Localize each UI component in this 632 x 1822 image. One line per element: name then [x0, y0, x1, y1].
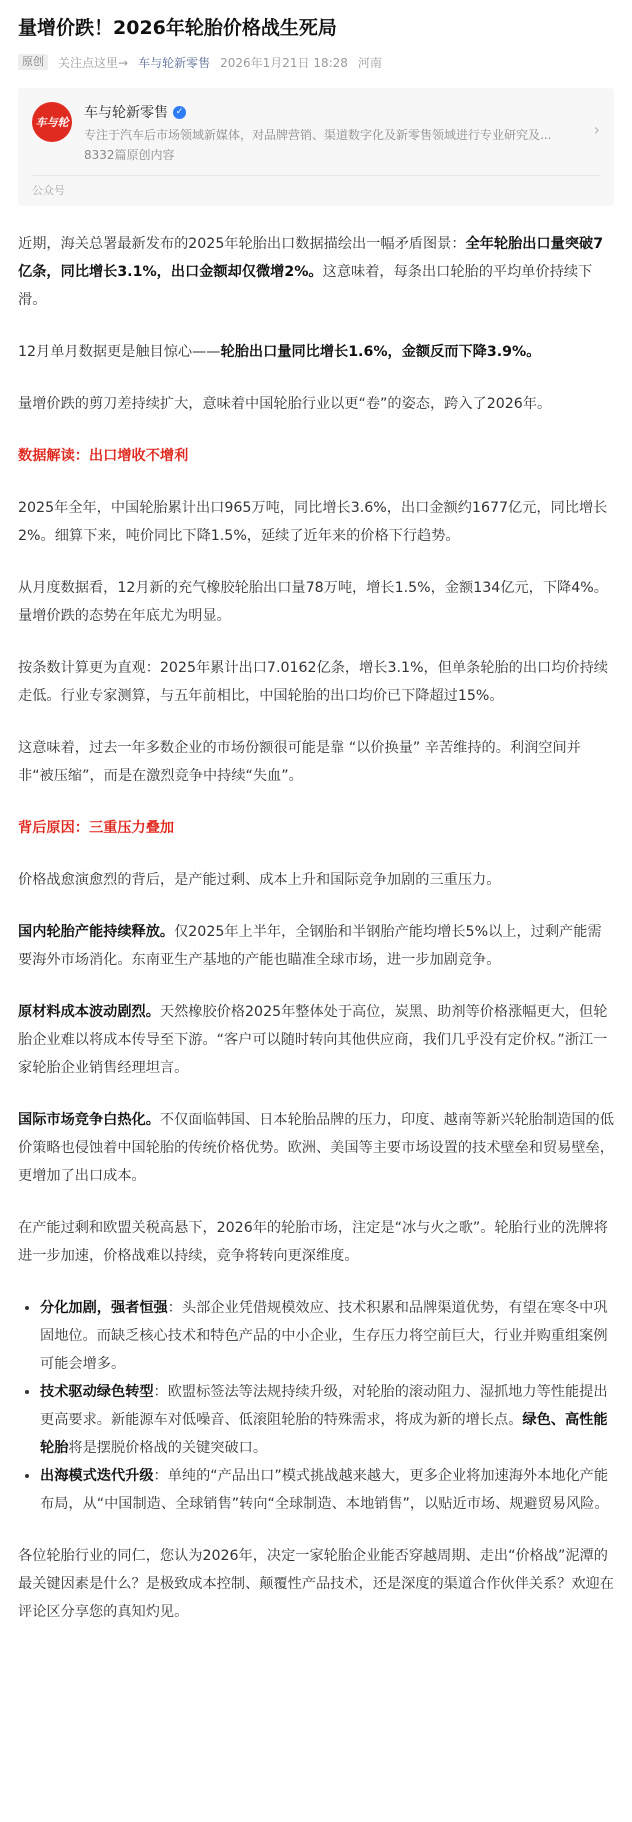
- bullet-list: [18, 1294, 614, 1518]
- account-type-label: 公众号: [32, 184, 65, 197]
- section-heading: 数据解读：出口增收不增利: [18, 448, 189, 464]
- card-divider: [32, 175, 600, 176]
- account-card[interactable]: [18, 88, 614, 206]
- paragraph: 在产能过剩和欧盟关税高悬下，2026年的轮胎市场，注定是“冰与火之歌”。轮胎行业的洗牌将进一步加速，价格战难以持续，竞争将转向更深维度。: [18, 1220, 608, 1264]
- paragraph: 按条数计算更为直观：2025年累计出口7.0162亿条，增长3.1%，但单条轮胎的出口均价持续走低。行业专家测算，与五年前相比，中国轮胎的出口均价已下降超过15%。: [18, 660, 608, 704]
- original-badge: 原创: [18, 54, 48, 70]
- paragraph: 12月单月数据更是触目惊心——轮胎出口量同比增长1.6%，金额反而下降3.9%。: [18, 344, 541, 360]
- list-item: • 技术驱动绿色转型：欧盟标签法等法规持续升级，对轮胎的滚动阻力、湿抓地力等性能提出更高要求。新能源车对低噪音、低滚阻轮胎的特殊需求，将成为新的增长点。绿色、高性能轮胎将是摆脱价格战的关键突破口。: [40, 1378, 614, 1462]
- bold-text: 原材料成本波动剧烈。: [18, 1004, 160, 1020]
- verified-icon: ✓: [173, 106, 186, 119]
- bold-text: 轮胎出口量同比增长1.6%，金额反而下降3.9%。: [220, 344, 541, 360]
- publish-location: 河南: [357, 55, 382, 70]
- paragraph: 各位轮胎行业的同仁，您认为2026年，决定一家轮胎企业能否穿越周期、走出“价格战”泥潭的最关键因素是什么？是极致成本控制、颠覆性产品技术，还是深度的渠道合作伙伴关系？欢迎在评论区分享您的真知灼见。: [18, 1548, 614, 1620]
- bold-text: 国内轮胎产能持续释放。: [18, 924, 175, 940]
- paragraph: 这意味着，过去一年多数企业的市场份额很可能是靠 “以价换量” 辛苦维持的。利润空间并非“被压缩”，而是在激烈竞争中持续“失血”。: [18, 740, 581, 784]
- paragraph: 国际市场竞争白热化。不仅面临韩国、日本轮胎品牌的压力，印度、越南等新兴轮胎制造国的低价策略也侵蚀着中国轮胎的传统价格优势。欧洲、美国等主要市场设置的技术壁垒和贸易壁垒，更增加了出口成本。: [18, 1112, 614, 1184]
- account-info: [84, 102, 586, 163]
- chevron-right-icon: ›: [593, 120, 600, 139]
- account-name-row: [84, 102, 586, 122]
- account-name: 车与轮新零售: [84, 105, 168, 121]
- bold-text: 全年轮胎出口量突破7亿条，同比增长3.1%，出口金额却仅微增2%。: [18, 236, 604, 280]
- paragraph: 原材料成本波动剧烈。天然橡胶价格2025年整体处于高位，炭黑、助剂等价格涨幅更大，但轮胎企业难以将成本传导至下游。“客户可以随时转向其他供应商，我们几乎没有定价权。”浙江一家轮胎企业销售经理坦言。: [18, 1004, 608, 1076]
- list-item: • 分化加剧，强者恒强：头部企业凭借规模效应、技术积累和品牌渠道优势，有望在寒冬中巩固地位。而缺乏核心技术和特色产品的中小企业，生存压力将空前巨大，行业并购重组案例可能会增多。: [40, 1294, 614, 1378]
- source-link[interactable]: 车与轮新零售: [138, 55, 211, 70]
- paragraph: 价格战愈演愈烈的背后，是产能过剩、成本上升和国际竞争加剧的三重压力。: [18, 872, 501, 888]
- publish-datetime: 2026年1月21日 18:28: [220, 55, 348, 70]
- account-description: 专注于汽车后市场领域新媒体，对品牌营销、渠道数字化及新零售领域进行专业研究及...: [84, 128, 552, 142]
- account-logo-text: 车与轮: [35, 116, 69, 129]
- article-title: 量增价跌！2026年轮胎价格战生死局: [18, 17, 337, 39]
- article-body: [18, 230, 614, 1626]
- account-logo: [32, 102, 72, 142]
- article-meta: [18, 52, 614, 72]
- paragraph: 近期，海关总署最新发布的2025年轮胎出口数据描绘出一幅矛盾图景：全年轮胎出口量突破7亿条，同比增长3.1%，出口金额却仅微增2%。这意味着，每条出口轮胎的平均单价持续下滑。: [18, 236, 604, 308]
- paragraph: 量增价跌的剪刀差持续扩大，意味着中国轮胎行业以更“卷”的姿态，跨入了2026年。: [18, 396, 552, 412]
- paragraph: 从月度数据看，12月新的充气橡胶轮胎出口量78万吨，增长1.5%，金额134亿元，下降4%。量增价跌的态势在年底尤为明显。: [18, 580, 608, 624]
- section-heading: 背后原因：三重压力叠加: [18, 820, 175, 836]
- paragraph: 2025年全年，中国轮胎累计出口965万吨，同比增长3.6%，出口金额约1677亿元，同比增长2%。细算下来，吨价同比下降1.5%，延续了近年来的价格下行趋势。: [18, 500, 608, 544]
- paragraph: 国内轮胎产能持续释放。仅2025年上半年，全钢胎和半钢胎产能均增长5%以上，过剩产能需要海外市场消化。东南亚生产基地的产能也瞄准全球市场，进一步加剧竞争。: [18, 924, 602, 968]
- account-article-count: 8332篇原创内容: [84, 148, 175, 162]
- follow-hint: 关注点这里→: [58, 55, 129, 70]
- list-item: • 出海模式迭代升级：单纯的“产品出口”模式挑战越来越大，更多企业将加速海外本地化产能布局，从“中国制造、全球销售”转向“全球制造、本地销售”，以贴近市场、规避贸易风险。: [40, 1462, 614, 1518]
- account-card-main: [32, 102, 600, 163]
- bold-text: 国际市场竞争白热化。: [18, 1112, 160, 1128]
